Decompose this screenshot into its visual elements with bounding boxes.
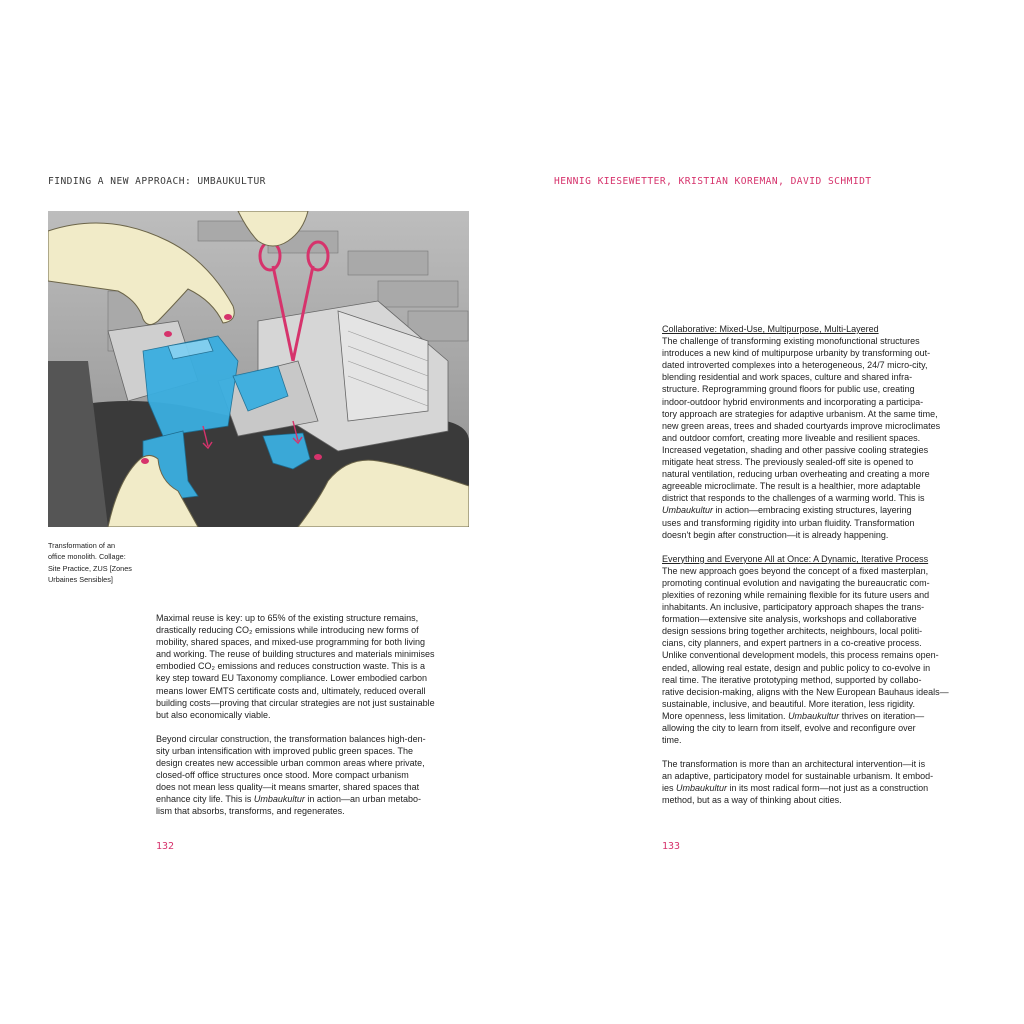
text-line: does not mean less quality—it means smarter, shared spaces that (156, 782, 420, 793)
text-line: The challenge of transforming existing monofunctional structures (662, 336, 920, 347)
text-line: Unlike conventional development models, this process remains open- (662, 650, 939, 661)
italic-term: Umbaukultur (662, 505, 714, 516)
text-line: design sessions bring together architects, neighbours, local politi- (662, 626, 923, 637)
text-line: structure. Reprogramming ground floors for public use, creating (662, 384, 915, 395)
text-run: enhance city life. This is (156, 794, 254, 805)
text-line: Maximal reuse is key: up to 65% of the existing structure remains, (156, 613, 419, 623)
text-line: Beyond circular construction, the transformation balances high-den- (156, 733, 426, 744)
caption-line: Site Practice, ZUS [Zones (48, 563, 132, 573)
text-line: tory approach are strategies for adaptive urbanism. At the same time, (662, 408, 938, 419)
caption-line: office monolith. Collage: (48, 552, 126, 562)
italic-term: Umbaukultur (676, 783, 728, 794)
text-line: closed-off office structures once stood. More compact urbanism (156, 770, 409, 781)
page-number-right: 133 (662, 841, 681, 852)
text-line: rative decision-making, aligns with the New European Bauhaus ideals— (662, 686, 949, 697)
text-line: design creates new accessible urban common areas where private, (156, 758, 425, 769)
section-heading: Everything and Everyone All at Once: A Dynamic, Iterative Process (662, 553, 929, 564)
text-line: mitigate heat stress. The previously sealed-off site is opened to (662, 457, 914, 468)
text-line: real time. The iterative prototyping method, supported by collabo- (662, 674, 922, 685)
paragraph (662, 323, 980, 541)
text-line: The new approach goes beyond the concept of a fixed masterplan, (662, 565, 929, 576)
text-run: ies (662, 783, 677, 794)
text-run: More openness, less limitation. (662, 710, 789, 721)
italic-term: Umbaukultur (788, 710, 840, 721)
text-line: an adaptive, participatory model for sustainable urbanism. It embod- (662, 771, 934, 782)
text-line: district that responds to the challenges of a warming world. This is (662, 493, 925, 504)
text-line: drastically reducing CO₂ emissions while introducing new forms of (156, 625, 419, 636)
caption-line: Transformation of an (48, 541, 116, 550)
text-line: allowing the city to learn from itself, evolve and reconfigure over (662, 723, 916, 733)
running-head-left: FINDING A NEW APPROACH: UMBAUKULTUR (48, 176, 266, 187)
text-line: introduces a new kind of multipurpose urbanity by transforming out- (662, 348, 931, 359)
text-run: thrives on iteration— (839, 710, 925, 721)
text-line: agreeable microclimate. The result is a healthier, more adaptable (662, 481, 921, 492)
text-line (662, 710, 980, 722)
italic-term: Umbaukultur (253, 794, 305, 805)
text-line (662, 782, 980, 794)
text-line: and working. The reuse of building structures and materials minimises (156, 649, 435, 660)
text-line: natural ventilation, reducing urban overheating and creating a more (662, 469, 930, 480)
text-line: means lower EMTS certificate costs and, ultimately, reduced overall (156, 685, 426, 696)
text-line: mobility, shared spaces, and mixed-use programming for both living (156, 637, 425, 648)
text-line: plexities of rezoning while remaining flexible for its future users and (662, 589, 930, 600)
right-text-column (662, 323, 980, 819)
running-head-right: HENNIG KIESEWETTER, KRISTIAN KOREMAN, DAVID SCHMIDT (554, 176, 872, 187)
paragraph (662, 553, 980, 747)
text-line: indoor-outdoor hybrid environments and incorporating a participa- (662, 396, 924, 407)
collage-figure (48, 211, 469, 527)
text-line: cians, city planners, and expert partners in a co-creative process. (662, 638, 922, 649)
text-line: sity urban intensification with improved public green spaces. The (156, 745, 413, 756)
paragraph (156, 733, 472, 818)
collage-image (48, 211, 469, 527)
text-run: in its most radical form—not just as a construction (727, 783, 929, 794)
text-line: method, but as a way of thinking about cities. (662, 795, 842, 806)
paragraph (662, 758, 980, 806)
section-heading: Collaborative: Mixed-Use, Multipurpose, Multi-Layered (662, 324, 879, 334)
text-line: ended, allowing real estate, design and public policy to co-evolve in (662, 662, 931, 673)
text-line (662, 504, 980, 516)
text-line: blending residential and work spaces, culture and shared infra- (662, 372, 913, 383)
text-line (156, 793, 472, 805)
text-line: lism that absorbs, transforms, and regenerates. (156, 806, 345, 817)
paragraph (156, 612, 472, 721)
text-line: Increased vegetation, shading and other passive cooling strategies (662, 444, 929, 455)
text-line: sustainable, inclusive, and beautiful. More iteration, less rigidity. (662, 698, 915, 709)
text-line: time. (662, 735, 682, 746)
text-run: in action—embracing existing structures, layering (713, 505, 912, 516)
text-line: doesn't begin after construction—it is already happening. (662, 529, 889, 540)
text-line: promoting continual evolution and navigating the bureaucratic com- (662, 577, 930, 588)
text-line: dated introverted complexes into a heterogeneous, 24/7 micro-city, (662, 360, 928, 371)
text-line: building costs—proving that circular strategies are not just sustainable (156, 697, 435, 708)
figure-caption (48, 540, 158, 585)
text-line: but also economically viable. (156, 709, 271, 720)
text-run: in action—an urban metabo- (304, 794, 421, 805)
left-text-column (156, 612, 472, 830)
page-number-left: 132 (156, 841, 175, 852)
caption-line: Urbaines Sensibles] (48, 574, 113, 584)
text-line: embodied CO₂ emissions and reduces construction waste. This is a (156, 661, 425, 672)
text-line: formation—extensive site analysis, workshops and collaborative (662, 614, 917, 625)
text-line: key step toward EU Taxonomy compliance. Lower embodied carbon (156, 673, 427, 684)
text-line: The transformation is more than an architectural intervention—it is (662, 759, 926, 770)
text-line: new green areas, trees and shaded courtyards improve microclimates (662, 420, 941, 431)
text-line: inhabitants. An inclusive, participatory approach shapes the trans- (662, 602, 925, 613)
text-line: uses and transforming rigidity into urban fluidity. Transformation (662, 517, 915, 528)
text-line: and outdoor comfort, creating more liveable and resilient spaces. (662, 432, 921, 443)
